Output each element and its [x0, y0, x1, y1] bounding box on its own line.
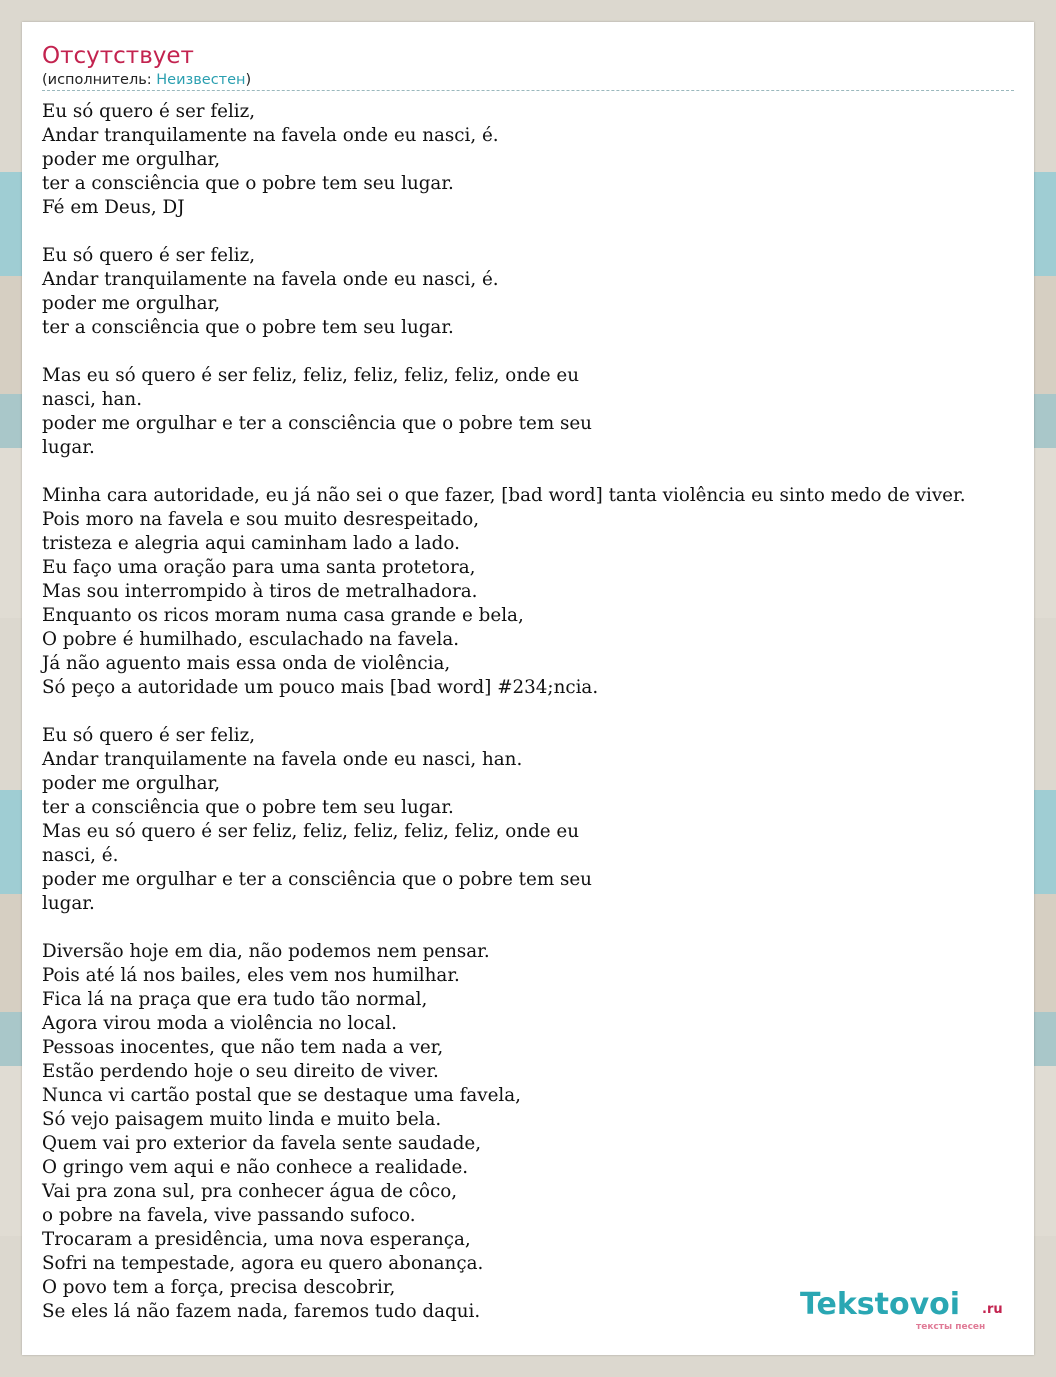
artist-line [42, 71, 251, 89]
lyrics-text: Eu só quero é ser feliz, Andar tranquilamente na favela onde eu nasci, é. poder me orgulhar, ter a consciência que o pobre tem seu lugar. Fé em Deus, DJ Eu só quero é ser feliz, Andar tranquilamente na favela onde eu nasci, é. poder me orgulhar, ter a consciência que o pobre tem seu lugar. Mas eu só quero é ser feliz, feliz, feliz, feliz, feliz, onde eu nasci, han. poder me orgulhar e ter a consciência que o pobre tem seu lugar. Minha cara autoridade, eu já não sei o que fazer, [bad word] tanta violência eu sinto medo de viver. Pois moro na favela e sou muito desrespeitado, tristeza e alegria aqui caminham lado a lado. Eu faço uma oração para uma santa protetora, Mas sou interrompido à tiros de metralhadora. Enquanto os ricos moram numa casa grande e bela, O pobre é humilhado, esculachado na favela. Já não aguento mais essa onda de violência, Só peço a autoridade um pouco mais [bad word] #234;ncia. Eu só quero é ser feliz, Andar tranquilamente na favela onde eu nasci, han. poder me orgulhar, ter a consciência que o pobre tem seu lugar. Mas eu só quero é ser feliz, feliz, feliz, feliz, feliz, onde eu nasci, é. poder me orgulhar e ter a consciência que o pobre tem seu lugar. Diversão hoje em dia, não podemos nem pensar. Pois até lá nos bailes, eles vem nos humilhar. Fica lá na praça que era tudo tão normal, Agora virou moda a violência no local. Pessoas inocentes, que não tem nada a ver, Estão perdendo hoje o seu direito de viver. Nunca vi cartão postal que se destaque uma favela, Só vejo paisagem muito linda e muito bela. Quem vai pro exterior da favela sente saudade, O gringo vem aqui e não conhece a realidade. Vai pra zona sul, pra conhecer água de côco, o pobre na favela, vive passando sufoco. Trocaram a presidência, uma nova esperança, Sofri na tempestade, agora eu quero abonança. O povo tem a força, precisa descobrir, Se eles lá não fazem nada, faremos tudo daqui. [42, 101, 966, 1322]
logo-tagline: тексты песен [916, 1322, 986, 1332]
header-divider [42, 90, 1014, 91]
lyrics-card [22, 22, 1034, 1355]
artist-link[interactable]: Неизвестен [156, 72, 246, 88]
artist-suffix: ) [245, 72, 252, 88]
artist-prefix: (исполнитель: [42, 72, 157, 88]
logo-tld: .ru [982, 1302, 1003, 1317]
song-title: Отсутствует [42, 43, 194, 69]
site-logo[interactable] [800, 1288, 1010, 1334]
logo-name: Tekstovoi [800, 1287, 961, 1322]
